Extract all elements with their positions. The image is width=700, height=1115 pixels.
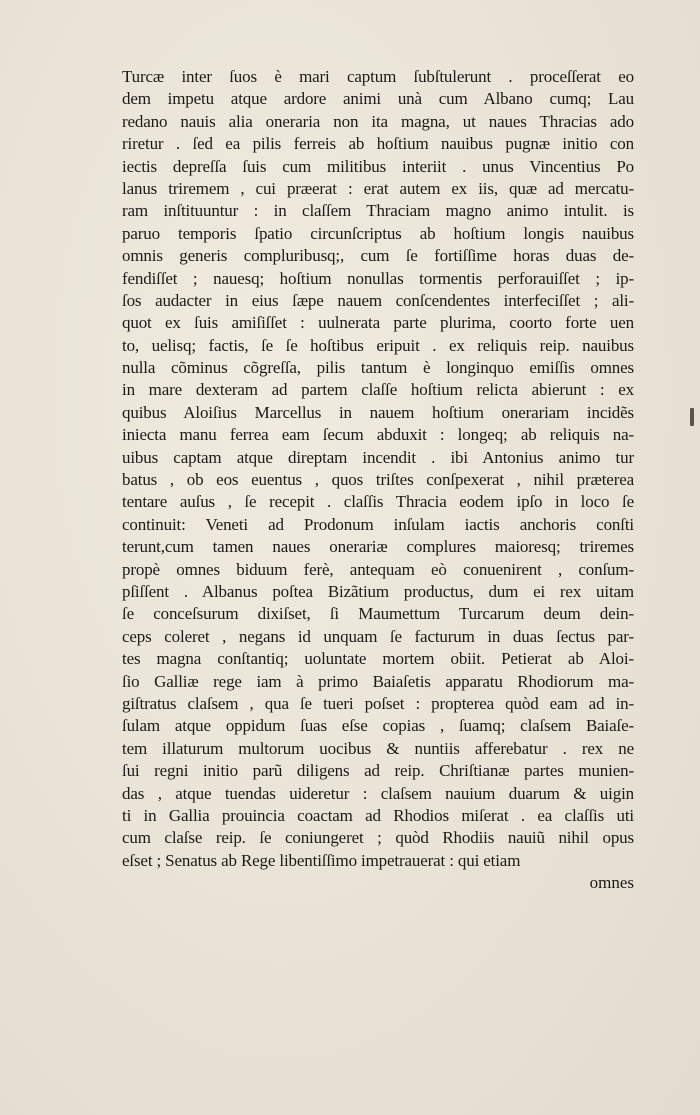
text-line: ceps coleret , negans id unquam ſe facturum in duas ſectus par- — [122, 626, 634, 646]
text-line: lanus triremem , cui præerat : erat autem ex iis, quæ ad mercatu- — [122, 178, 634, 198]
text-line: ſui regni initio parũ diligens ad reip. Chriſtianæ partes munien- — [122, 761, 634, 781]
text-line: ti in Gallia prouincia coactam ad Rhodios miſerat . ea claſſis uti — [122, 805, 634, 825]
text-line: Turcæ inter ſuos è mari captum ſubſtulerunt . proceſſerat eo — [122, 67, 634, 86]
text-line: ſe conceſsurum dixiſset, ſi Maumettum Turcarum deum dein- — [122, 604, 634, 624]
text-line: riretur . ſed ea pilis ferreis ab hoſtium nauibus pugnæ initio con — [122, 134, 634, 154]
text-line: eſset ; Senatus ab Rege libentiſſimo impetrauerat : qui etiam — [122, 850, 521, 870]
text-line: paruo temporis ſpatio circunſcriptus ab hoſtium longis nauibus — [122, 223, 634, 243]
text-line: das , atque tuendas uideretur : claſsem nauium duarum & uigin — [122, 783, 634, 803]
text-line: fendiſſet ; nauesq; hoſtium nonullas tormentis perforauiſſet ; ip- — [122, 268, 634, 288]
page-edge-mark — [690, 408, 694, 426]
catchword: omnes — [589, 873, 634, 893]
text-line: ſos audacter in eius ſæpe nauem conſcendentes interfeciſſet ; ali- — [122, 290, 634, 310]
text-line: terunt,cum tamen naues onerariæ complures maioresq; triremes — [122, 537, 634, 557]
text-line: continuit: Veneti ad Prodonum inſulam iactis anchoris conſti — [122, 514, 634, 534]
text-line: iniecta manu ferrea eam ſecum abduxit : longeq; ab reliquis na- — [122, 425, 634, 445]
text-line: batus , ob eos euentus , quos triſtes conſpexerat , nihil præterea — [122, 470, 634, 490]
text-line: quot ex ſuis amiſiſſet : uulnerata parte plurima, coorto forte uen — [122, 313, 634, 333]
text-line: in mare dexteram ad partem claſſe hoſtium relicta abierunt : ex — [122, 380, 634, 400]
text-line: to, uelisq; factis, ſe ſe hoſtibus eripuit . ex reliquis reip. nauibus — [122, 335, 634, 355]
text-line: uibus captam atque direptam incendit . ibi Antonius animo tur — [122, 447, 634, 467]
text-line: nulla cõminus cõgreſſa, pilis tantum è longinquo emiſſis omnes — [122, 358, 634, 378]
text-line: tes magna conſtantiq; uoluntate mortem obiit. Petierat ab Aloi- — [122, 649, 634, 669]
text-line: quibus Aloiſius Marcellus in nauem hoſtium onerariam incidẽs — [122, 402, 634, 422]
text-line: iectis depreſſa ſuis cum militibus interiit . unus Vincentius Po — [122, 156, 634, 176]
text-line: ſulam atque oppidum ſuas eſse copias , ſuamq; claſsem Baiaſe- — [122, 716, 634, 736]
text-line: tem illaturum multorum uocibus & nuntiis afferebatur . rex ne — [122, 738, 634, 758]
text-line: ſio Galliæ rege iam à primo Baiaſetis apparatu Rhodiorum ma- — [122, 671, 634, 691]
text-block — [122, 66, 634, 893]
text-line: dem impetu atque ardore animi unà cum Albano cumq; Lau — [122, 89, 634, 109]
text-line: tentare auſus , ſe recepit . claſſis Thracia eodem ipſo in loco ſe — [122, 492, 634, 512]
text-line: pſiſſent . Albanus poſtea Bizãtium productus, dum ei rex uitam — [122, 581, 634, 601]
text-line: cum claſse reip. ſe coniungeret ; quòd Rhodiis nauiũ nihil opus — [122, 828, 634, 848]
text-line: redano nauis alia oneraria non ita magna, ut naues Thracias ado — [122, 111, 634, 131]
text-line: giſtratus claſsem , qua ſe tueri poſset : propterea quòd eam ad in- — [122, 693, 634, 713]
text-line: omnis generis compluribusq;, cum ſe fortiſſime horas duas de- — [122, 246, 634, 266]
text-line: propè omnes biduum ferè, antequam eò conuenirent , conſum- — [122, 559, 634, 579]
text-line: ram inſtituuntur : in claſſem Thraciam magno animo intulit. is — [122, 201, 634, 221]
